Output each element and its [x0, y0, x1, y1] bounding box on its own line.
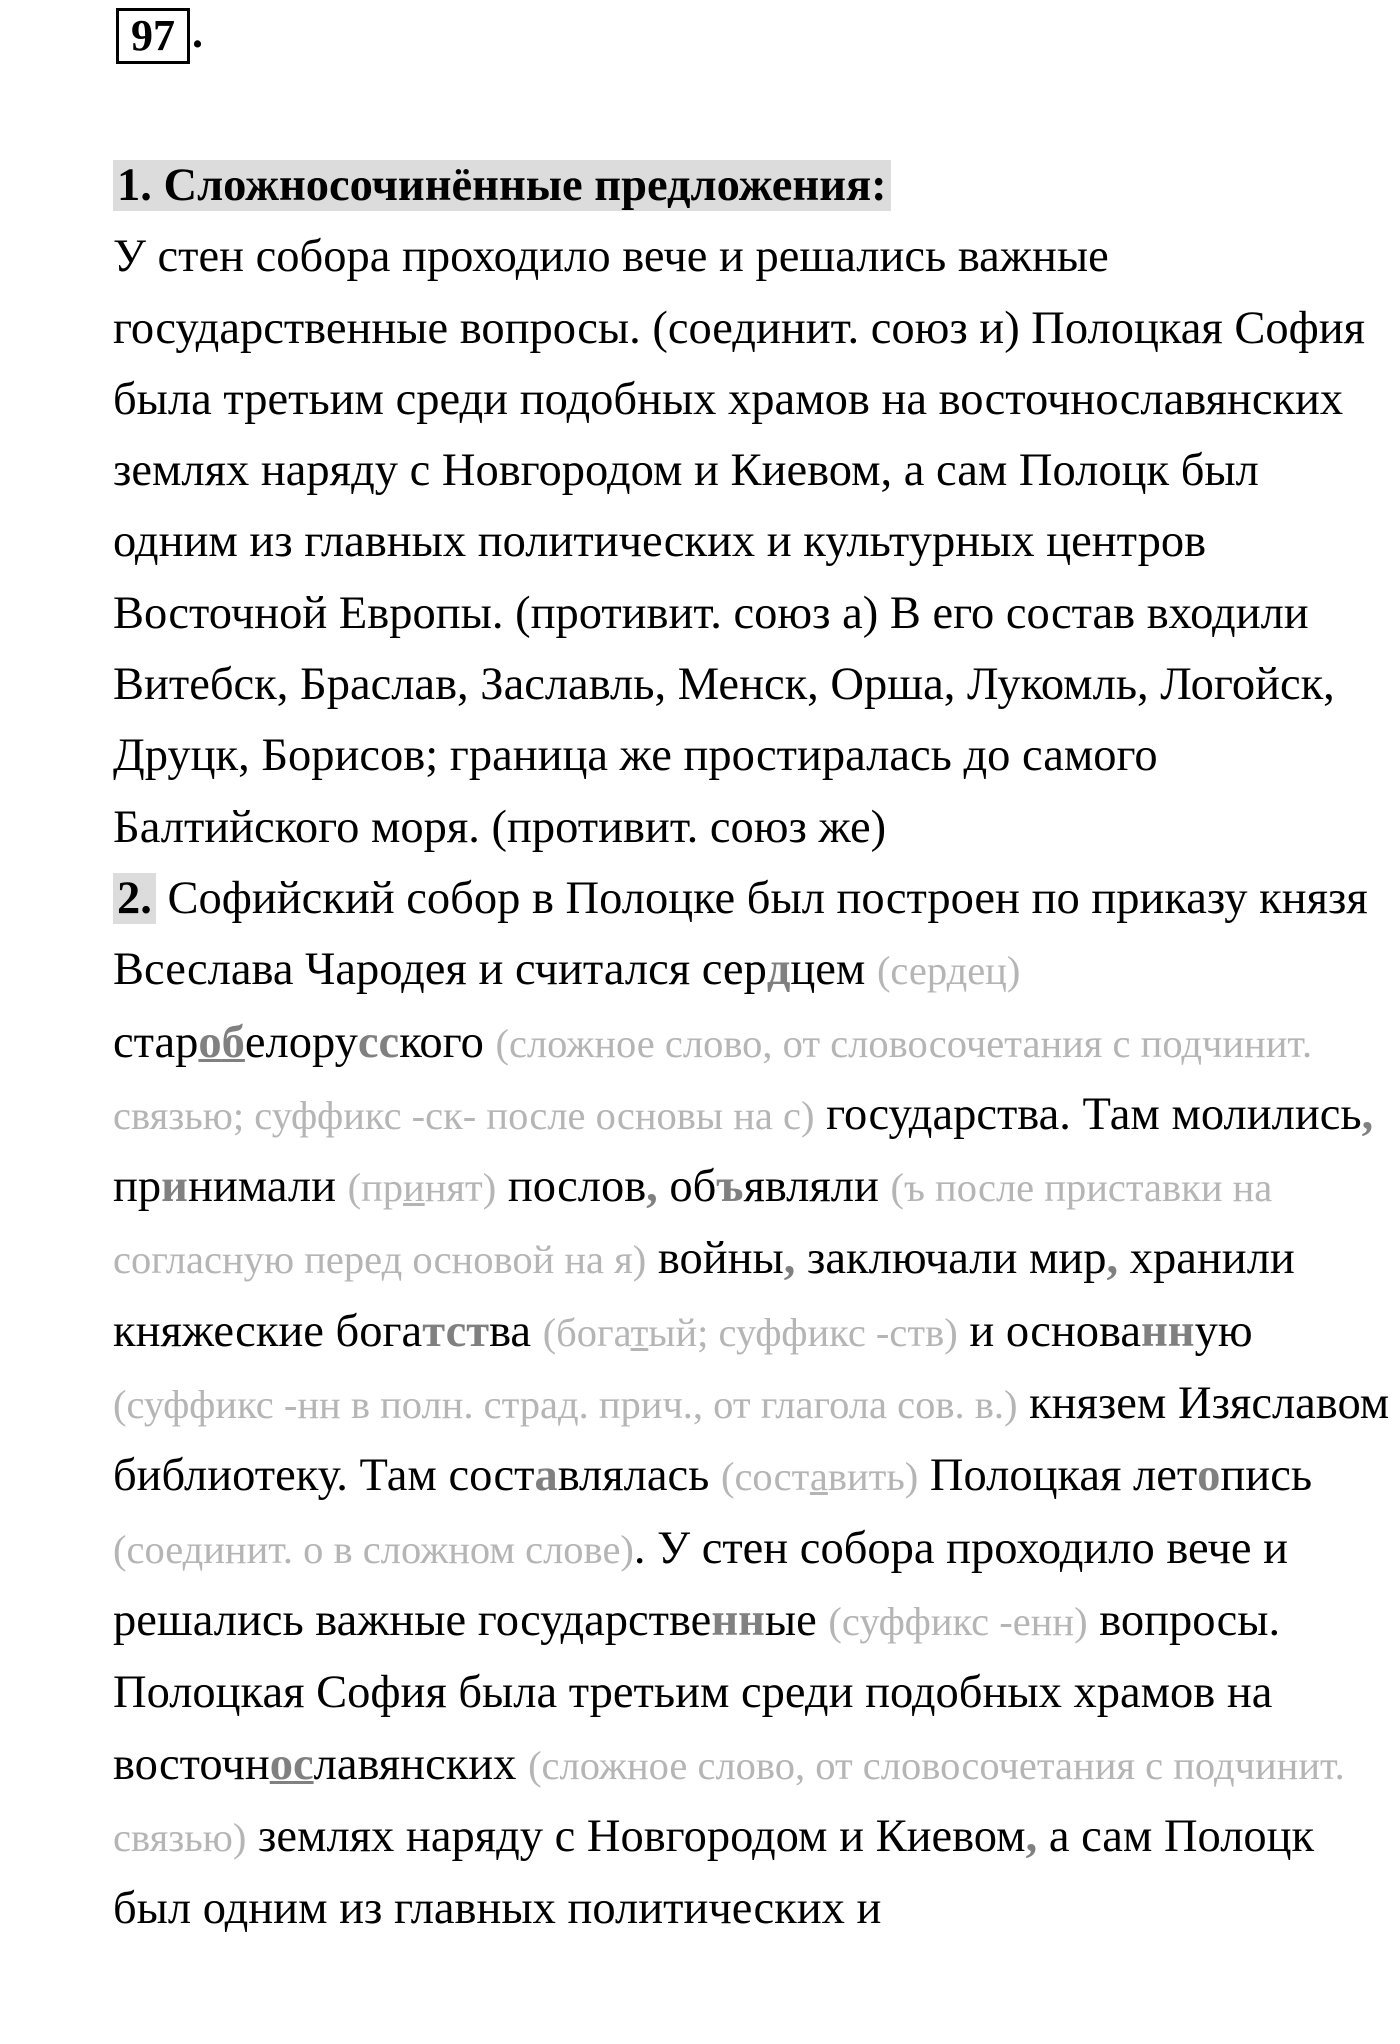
text-run: влялась — [557, 1450, 721, 1502]
grammar-note: (богатый; суффикс -ств) — [542, 1309, 958, 1355]
highlighted-letter: сс — [357, 1016, 400, 1068]
text-run: ва — [489, 1305, 543, 1357]
highlighted-letter: д — [766, 944, 791, 996]
text-run: являли — [743, 1161, 891, 1213]
text-run: ую — [1194, 1305, 1253, 1357]
section-1-heading — [6, 150, 1394, 221]
highlighted-letter: а — [534, 1450, 558, 1502]
highlighted-letter: с — [292, 1738, 314, 1790]
text-run: послов — [496, 1161, 647, 1213]
highlighted-letter: ъ — [716, 1161, 744, 1213]
highlighted-comma: , — [1025, 1810, 1038, 1862]
text-run: и основа — [957, 1305, 1141, 1357]
text-run: Софийский собор в Полоцке был построен по приказу князя Всеслава Чародея и считался сер — [113, 872, 1368, 996]
text-run: Полоцкая лет — [918, 1450, 1198, 1502]
text-run: государства. Там молились — [814, 1088, 1362, 1140]
text-run: цем — [790, 944, 877, 996]
text-run: Полоцкая София была третьим среди подобных храмов на восточн — [113, 1667, 1273, 1790]
text-run: а сам Полоцк был одним из главных политических и — [113, 1810, 1315, 1935]
highlighted-letter: тст — [422, 1305, 490, 1357]
text-run: заключали мир — [795, 1233, 1107, 1285]
text-run: пр — [113, 1161, 162, 1213]
exercise-body — [6, 150, 1394, 1944]
exercise-number-dot: . — [192, 8, 203, 57]
text-run: ые — [764, 1594, 829, 1646]
text-run: лавянских — [313, 1738, 529, 1790]
text-run: князем Изяславом библиотеку. Там сост — [113, 1378, 1390, 1502]
text-run: елору — [244, 1016, 358, 1068]
exercise-number-box — [116, 8, 190, 64]
highlighted-letter: б — [221, 1016, 245, 1068]
highlighted-comma: , — [1361, 1088, 1374, 1140]
text-run: вопросы. — [1087, 1594, 1281, 1646]
highlighted-comma: , — [783, 1233, 796, 1285]
section-2-label: 2. — [113, 873, 156, 924]
highlighted-letter: о — [1197, 1450, 1221, 1502]
highlighted-comma: , — [1106, 1233, 1119, 1285]
grammar-note: (ъ после приставки на согласную перед основой на я) — [113, 1165, 1273, 1283]
text-run: об — [657, 1161, 717, 1213]
grammar-note: (сложное слово, от словосочетания с подчинит. связью; суффикс -ск- после основы на с) — [113, 1020, 1313, 1138]
grammar-note: (соединит. о в сложном слове) — [113, 1526, 634, 1572]
grammar-note: (принят) — [347, 1165, 497, 1211]
highlighted-letter: о — [269, 1738, 293, 1790]
grammar-note: (сердец) — [876, 948, 1021, 994]
text-run: нимали — [187, 1161, 348, 1213]
text-run: войны — [646, 1233, 784, 1285]
highlighted-letter: нн — [1141, 1305, 1195, 1357]
section-1-label: 1. Сложносочинённые предложения: — [113, 160, 891, 211]
text-run: . У стен собора проходило вече и решались важные государстве — [113, 1522, 1289, 1646]
highlighted-letter: нн — [711, 1594, 765, 1646]
section-2-paragraph-1 — [6, 863, 1394, 1657]
grammar-note: (сложное слово, от словосочетания с подчинит. связью) — [113, 1742, 1345, 1860]
highlighted-letter: и — [161, 1161, 188, 1213]
highlighted-comma: , — [646, 1161, 658, 1213]
grammar-note: (составить) — [720, 1454, 919, 1500]
highlighted-letter: о — [198, 1016, 222, 1068]
section-1-paragraph — [6, 221, 1394, 863]
grammar-note: (суффикс -енн) — [828, 1598, 1088, 1644]
text-run: кого — [399, 1016, 496, 1068]
exercise-number: 97 — [131, 11, 175, 60]
section-2-paragraph-2 — [6, 1657, 1394, 1944]
text-run: хранили княжеские бога — [113, 1233, 1295, 1357]
section-1-text: У стен собора проходило вече и решались важные государственные вопросы. (соединит. союз и) Полоцкая София была третьим среди подобных храмов на восточнославянских землях наряду с Новгородом и Киевом, а сам Полоцк был одним из главных политических и культурных центров Восточной Европы. (противит. союз а) В его состав входили Витебск, Браслав, Заславль, Менск, Орша, Лукомль, Логойск, Друцк, Борисов; граница же простиралась до самого Балтийского моря. (противит. союз же) — [113, 231, 1366, 853]
text-run: стар — [113, 1016, 199, 1068]
grammar-note: (суффикс -нн в полн. страд. прич., от глагола сов. в.) — [113, 1382, 1018, 1428]
text-run: землях наряду с Новгородом и Киевом — [246, 1810, 1026, 1862]
text-run: пись — [1220, 1450, 1313, 1502]
